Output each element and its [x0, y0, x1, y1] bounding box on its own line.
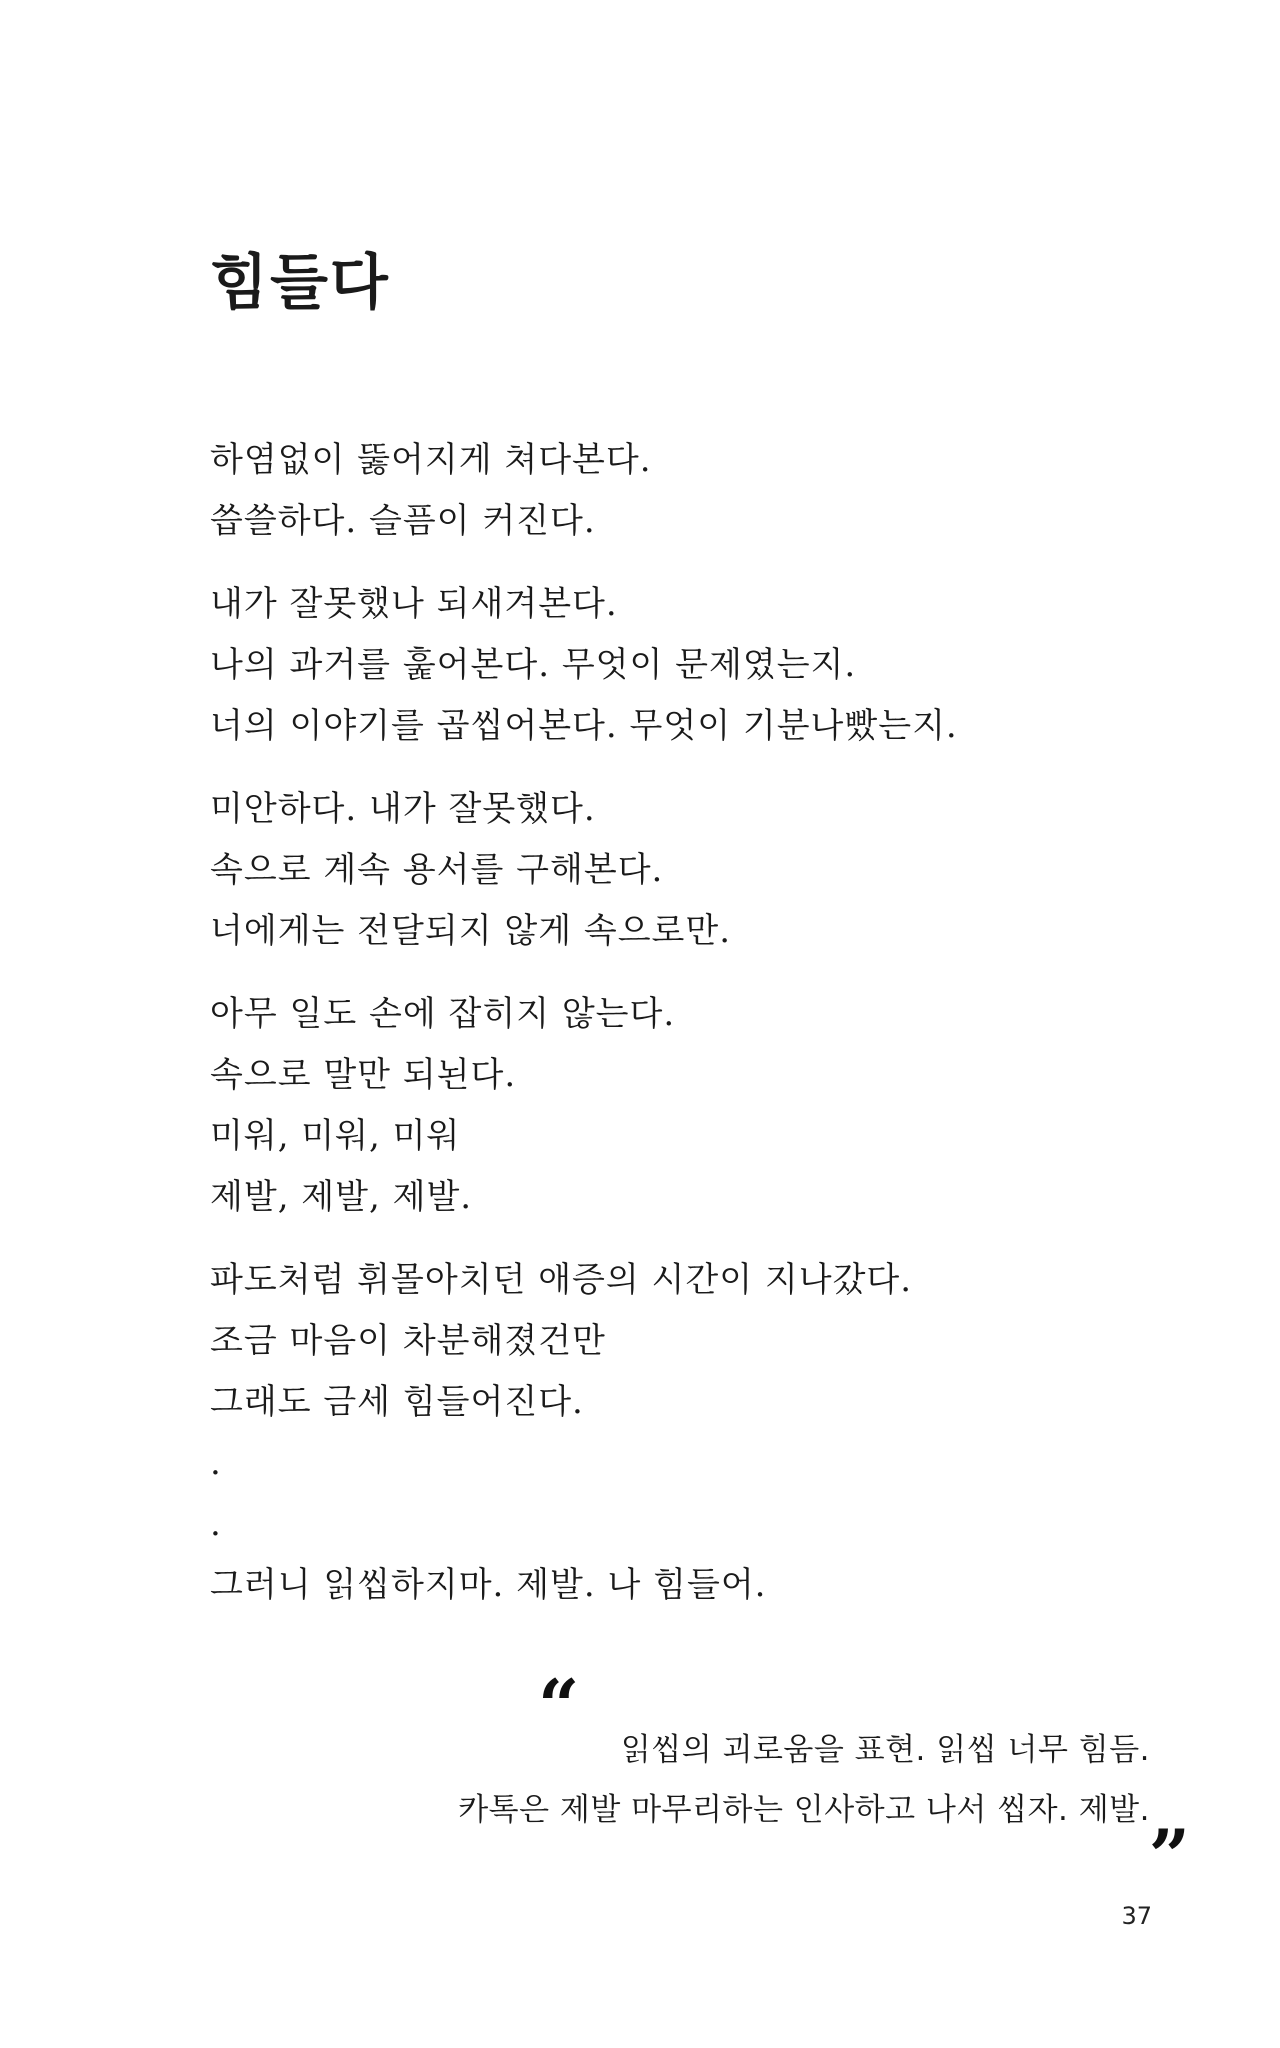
- stanza-2: [210, 574, 1110, 757]
- poem-line: 제발, 제발, 제발.: [210, 1177, 473, 1217]
- author-note-quote: [380, 1663, 1190, 1900]
- stanza-5: [210, 1250, 1110, 1616]
- poem-line: 너의 이야기를 곱씹어본다. 무엇이 기분나빴는지.: [210, 706, 958, 746]
- poem-line: 속으로 말만 되뇐다.: [210, 1055, 517, 1095]
- poem-body: [210, 430, 1110, 1638]
- stanza-1: [210, 430, 1110, 552]
- poem-line: 미워, 미워, 미워: [210, 1116, 461, 1156]
- page-number: 37: [1121, 1902, 1152, 1930]
- poem-line: 너에게는 전달되지 않게 속으로만.: [210, 911, 732, 951]
- poem-line: .: [210, 1443, 222, 1483]
- poem-line: 씁쓸하다. 슬픔이 커진다.: [210, 501, 596, 541]
- poem-line: 하염없이 뚫어지게 쳐다본다.: [210, 440, 652, 480]
- quote-text: [458, 1720, 1150, 1840]
- poem-line: 조금 마음이 차분해졌건만: [210, 1321, 606, 1361]
- poem-line: 속으로 계속 용서를 구해본다.: [210, 850, 664, 890]
- open-quote-icon: “: [538, 1663, 580, 1748]
- poem-title: 힘들다: [210, 248, 390, 318]
- poem-line: 아무 일도 손에 잡히지 않는다.: [210, 994, 676, 1034]
- quote-line: 카톡은 제발 마무리하는 인사하고 나서 씹자. 제발.: [458, 1792, 1150, 1828]
- close-quote-icon: ”: [1148, 1813, 1190, 1898]
- poem-line: 내가 잘못했나 되새겨본다.: [210, 584, 618, 624]
- poem-line: 나의 과거를 훑어본다. 무엇이 문제였는지.: [210, 645, 857, 685]
- poem-line: 그러니 읽씹하지마. 제발. 나 힘들어.: [210, 1565, 767, 1605]
- stanza-3: [210, 779, 1110, 962]
- poem-line: 미안하다. 내가 잘못했다.: [210, 789, 596, 829]
- poem-line: 그래도 금세 힘들어진다.: [210, 1382, 584, 1422]
- stanza-4: [210, 984, 1110, 1228]
- quote-line: 읽씹의 괴로움을 표현. 읽씹 너무 힘듬.: [620, 1732, 1150, 1768]
- poem-line: .: [210, 1504, 222, 1544]
- poem-line: 파도처럼 휘몰아치던 애증의 시간이 지나갔다.: [210, 1260, 913, 1300]
